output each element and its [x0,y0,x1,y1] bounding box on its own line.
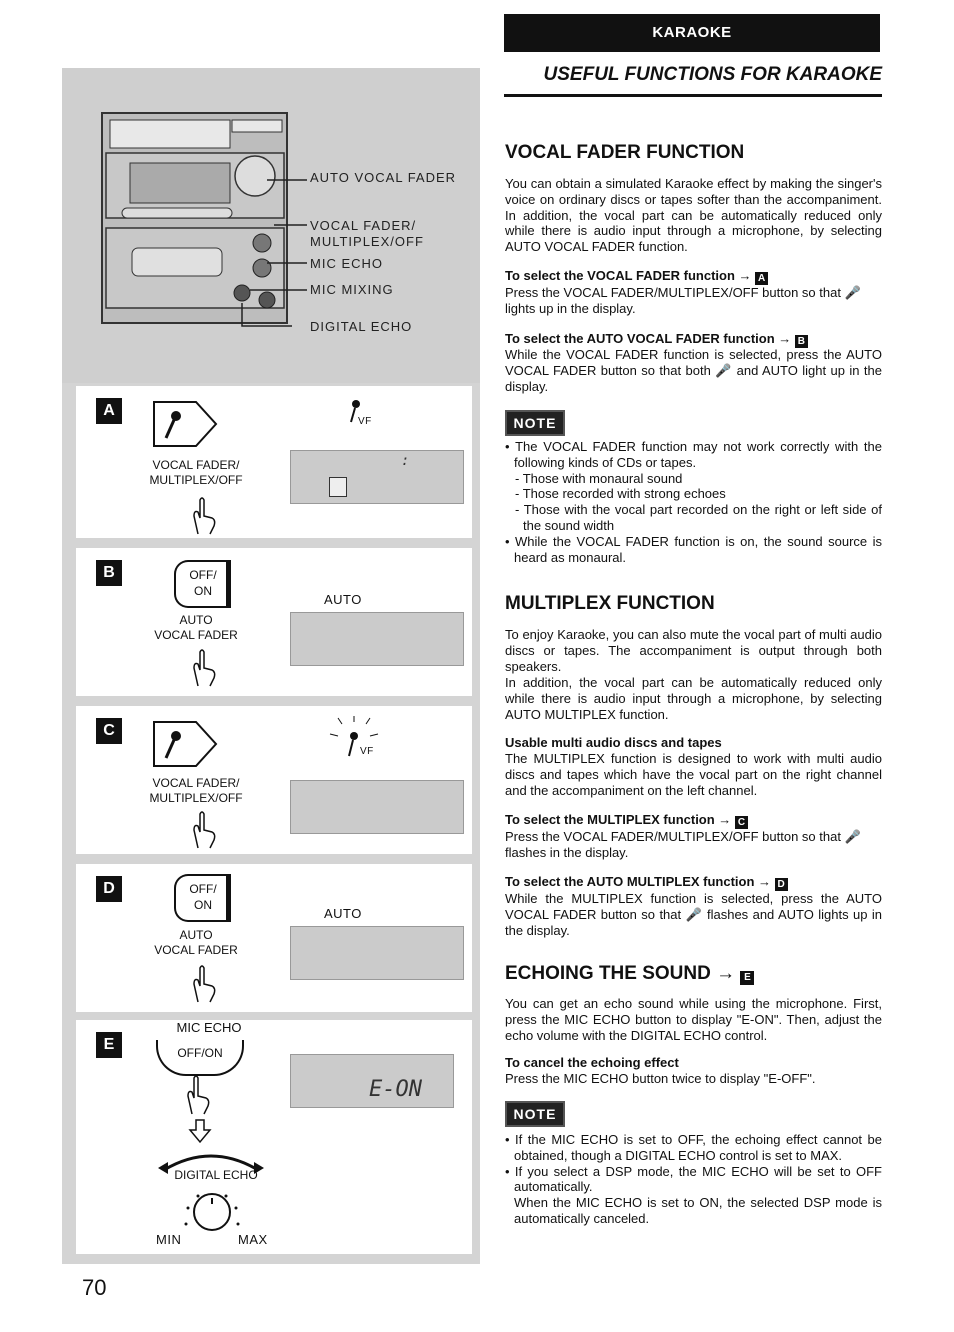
multiplex-select-heading [505,812,748,829]
vocal-fader-select-text [505,285,882,317]
note-item-1: • The VOCAL FADER function may not work correctly with the following kinds of CDs or tapes. [505,439,882,470]
note-subitem: - Those with monaural sound [515,470,683,486]
auto-multiplex-text [505,891,882,938]
heading-text: To select the AUTO VOCAL FADER function → [505,331,792,346]
note-badge: NOTE [505,410,565,436]
finger-press-icon [188,648,218,688]
mic-echo-label: MIC ECHO [176,1020,242,1035]
cancel-echo-text: Press the MIC ECHO button twice to display "E-OFF". [505,1071,816,1086]
button-label-line2: MULTIPLEX/OFF [149,791,243,805]
step-a-badge: A [96,398,122,424]
ref-badge-a: A [755,272,768,285]
text-part2: and AUTO light up in the display. [505,362,882,394]
auto-indicator-label: AUTO [324,592,362,607]
display-panel [290,926,464,980]
press-button-icon [146,394,226,454]
vf-mic-icon: 🎤 [844,285,861,300]
heading-text: To select the MULTIPLEX function → [505,812,732,827]
ref-badge-e: E [740,971,754,985]
ref-badge-c: C [735,816,748,829]
heading-text: To select the AUTO MULTIPLEX function → [505,874,772,889]
display-panel [290,450,464,504]
text-part1: Press the VOCAL FADER/MULTIPLEX/OFF button so that [505,285,841,300]
vf-display-mark [329,477,347,497]
page-subtitle: USEFUL FUNCTIONS FOR KARAOKE [504,64,882,97]
vocal-fader-title: VOCAL FADER FUNCTION [505,142,745,163]
multiplex-intro-1: To enjoy Karaoke, you can also mute the vocal part of multi audio discs or tapes. The accompaniment is output through both speakers. [505,627,882,674]
button-label-line1: VOCAL FADER/ [152,776,240,790]
vf-mic-icon: 🎤 [715,362,733,378]
digital-echo-label: DIGITAL ECHO [174,1168,258,1182]
finger-press-icon [182,1074,222,1144]
text-part2: flashes and AUTO lights up in the display. [505,906,883,938]
usable-discs-text: The MULTIPLEX function is designed to work with multi audio discs and tapes which have the vocal part on the right channel and the accompaniment on the left channel. [505,751,882,798]
heading-text: To select the VOCAL FADER function → [505,268,752,283]
echo-title-text: ECHOING THE SOUND → [505,963,736,984]
button-label-line1: AUTO [179,613,213,627]
off-on-button [174,560,231,608]
button-label-line1: VOCAL FADER/ [152,458,240,472]
display-panel [290,1054,454,1108]
finger-press-icon [188,964,218,1004]
button-label-line1: AUTO [179,928,213,942]
vf-indicator-label: VF [360,746,374,757]
vocal-fader-intro: You can obtain a simulated Karaoke effect by making the singer's voice on ordinary discs or tapes softer than the accompaniment. In addition, the vocal part can be automatically reduced only while there is audio input through a microphone, by selecting AUTO VOCAL FADER function. [505,176,882,255]
text-part2: lights up in the display. [505,300,636,316]
off-on-button [156,1040,244,1076]
button-label-line2: MULTIPLEX/OFF [149,473,243,487]
note-subitem: - Those recorded with strong echoes [515,486,726,502]
press-button-icon [146,714,226,774]
ref-badge-d: D [775,878,788,891]
auto-multiplex-heading [505,874,788,891]
callout-auto-vocal-fader: AUTO VOCAL FADER [310,170,457,185]
echo-notes [505,1132,882,1227]
off-on-text-1: OFF/ [189,568,217,582]
illustration-panel [62,68,480,1264]
multiplex-intro-2: In addition, the vocal part can be automatically reduced only while there is audio input through a microphone, by selecting AUTO MULTIPLEX function. [505,675,882,722]
vocal-fader-select-heading [505,268,768,285]
button-label-line2: VOCAL FADER [154,943,238,957]
text-part1: While the MULTIPLEX function is selected, press the AUTO VOCAL FADER button so that [505,891,882,922]
text-part1: Press the VOCAL FADER/MULTIPLEX/OFF button so that [505,829,841,844]
callout-multiplex-off: MULTIPLEX/OFF [310,234,424,249]
note-subitem: - Those with the vocal part recorded on the right or left side of the sound width [515,502,882,533]
multiplex-title: MULTIPLEX FUNCTION [505,593,715,614]
note-badge: NOTE [505,1101,565,1127]
display-panel [290,780,464,834]
ref-badge-b: B [795,335,808,348]
text-part1: While the VOCAL FADER function is selected, press the AUTO VOCAL FADER button so that both [505,347,882,378]
callout-digital-echo: DIGITAL ECHO [310,319,413,334]
cancel-echo-heading: To cancel the echoing effect [505,1055,679,1070]
vf-mic-icon: 🎤 [844,829,861,844]
button-label-line2: VOCAL FADER [154,628,238,642]
off-on-button [174,874,231,922]
off-on-text-2: ON [194,898,212,912]
note-item-1: • If the MIC ECHO is set to OFF, the echoing effect cannot be obtained, though a DIGITAL ECHO control is set to MAX. [505,1132,882,1163]
step-d-panel [76,864,472,1012]
flashing-vf-mic-icon [324,714,384,774]
finger-press-icon [188,496,218,536]
step-c-badge: C [96,718,122,744]
callout-mic-echo: MIC ECHO [310,256,383,271]
vocal-fader-notes [505,439,882,565]
callout-mic-mixing: MIC MIXING [310,282,394,297]
off-on-text-2: ON [194,584,212,598]
step-e-panel [76,1020,472,1254]
callout-vocal-fader: VOCAL FADER/ [310,218,417,233]
step-d-badge: D [96,876,122,902]
text-part2: flashes in the display. [505,844,629,860]
note-item-2: • While the VOCAL FADER function is on, the sound source is heard as monaural. [505,533,882,565]
step-b-badge: B [96,560,122,586]
echo-title [505,963,754,985]
step-e-badge: E [96,1032,122,1058]
finger-press-icon [188,810,218,850]
step-b-panel [76,548,472,696]
vf-mic-icon: 🎤 [685,906,703,922]
knob-max-label: MAX [238,1232,268,1247]
off-on-text-1: OFF/ [189,882,217,896]
auto-vocal-fader-heading [505,331,808,348]
auto-indicator-label: AUTO [324,906,362,921]
usable-discs-heading: Usable multi audio discs and tapes [505,735,722,750]
auto-vocal-fader-text [505,347,882,394]
note-item-2: • If you select a DSP mode, the MIC ECHO will be set to OFF automatically. [505,1163,882,1195]
step-a-panel [76,386,472,538]
section-header: KARAOKE [504,14,880,52]
display-e-on-text: E-ON [369,1077,422,1102]
multiplex-select-text [505,829,882,861]
stereo-unit-drawing [62,68,480,383]
display-small-digits: : [401,453,410,469]
page-number: 70 [82,1275,107,1300]
vf-indicator-label: VF [358,416,372,427]
step-c-panel [76,706,472,854]
off-on-text: OFF/ON [177,1046,223,1060]
note-item-2-cont: When the MIC ECHO is set to ON, the selected DSP mode is automatically canceled. [514,1195,882,1226]
display-panel [290,612,464,666]
stereo-illustration [62,68,480,383]
knob-min-label: MIN [156,1232,182,1247]
echo-intro: You can get an echo sound while using the microphone. First, press the MIC ECHO button to display "E-ON". Then, adjust the echo volume with the DIGITAL ECHO control. [505,996,882,1043]
